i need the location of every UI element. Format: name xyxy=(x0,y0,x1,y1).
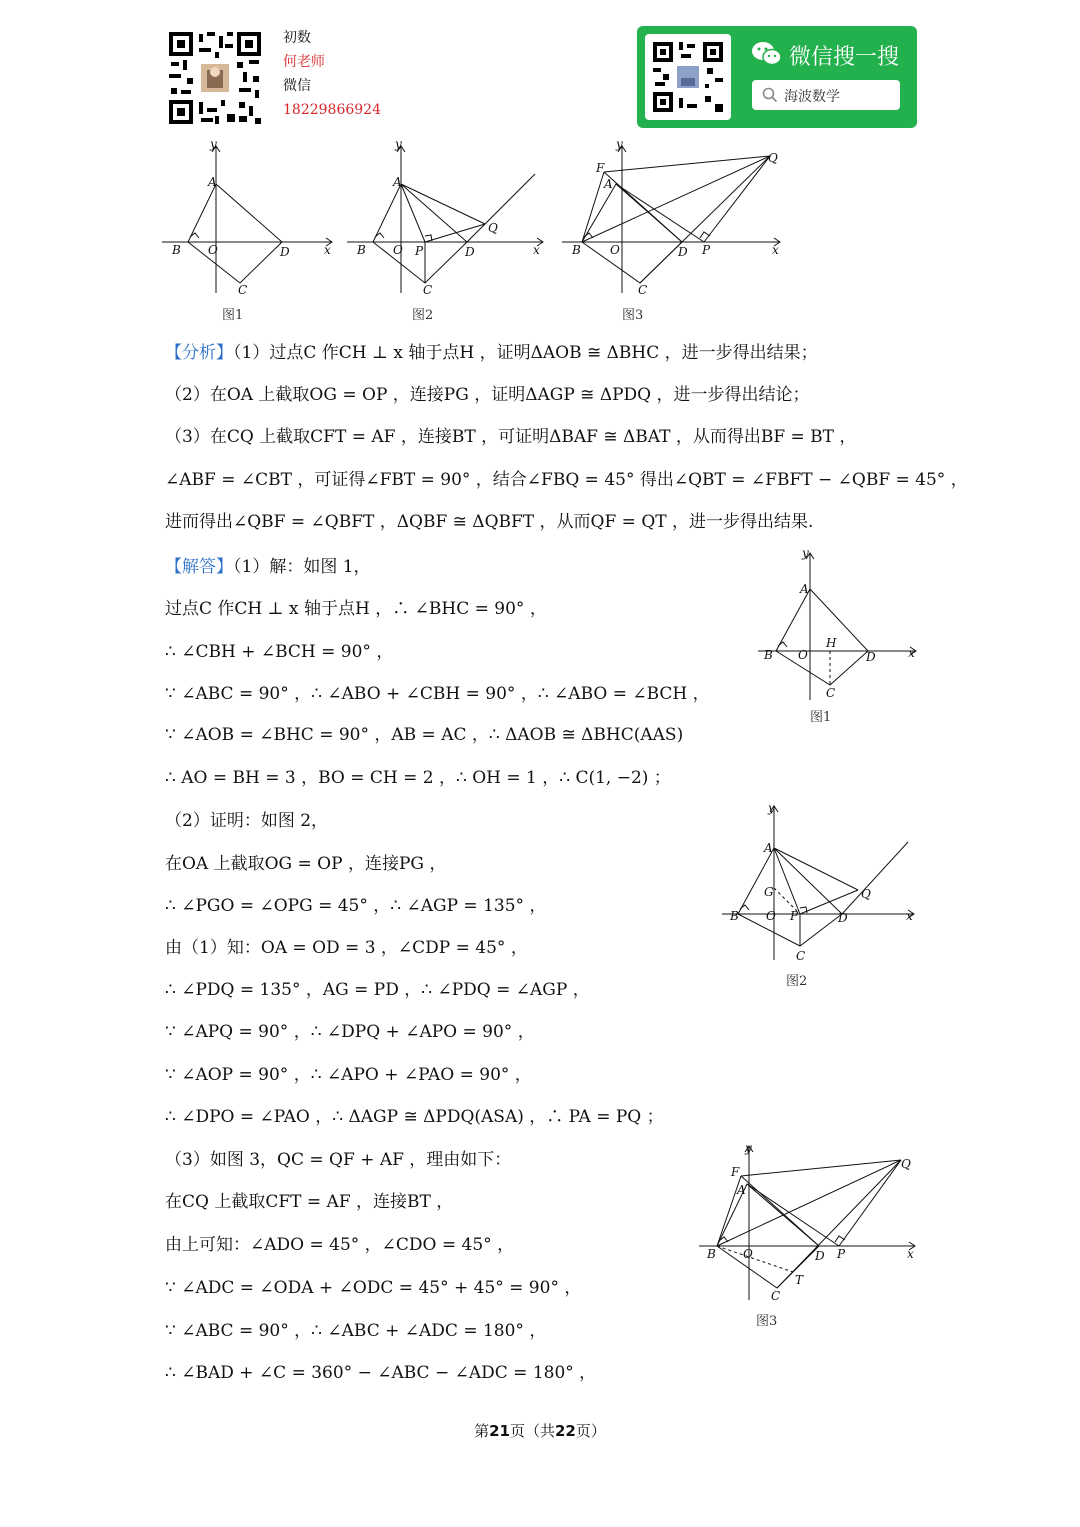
svg-text:T: T xyxy=(795,1273,804,1287)
answer-line-6: ∴ AO = BH = 3 ，BO = CH = 2 ，∴ OH = 1 ，∴ C(1, −2) ； xyxy=(165,768,671,788)
svg-text:C: C xyxy=(238,283,248,297)
answer-figure-3 xyxy=(695,1140,920,1305)
svg-text:A: A xyxy=(393,175,402,189)
contact-line1: 初数 xyxy=(283,30,311,46)
footer-pre: 第 xyxy=(474,1422,490,1440)
svg-text:y: y xyxy=(768,801,775,815)
svg-text:A: A xyxy=(737,1183,746,1197)
page-footer xyxy=(0,1420,1080,1441)
svg-text:y: y xyxy=(745,1141,752,1155)
figure-2 xyxy=(345,138,545,298)
contact-info xyxy=(283,26,381,122)
svg-text:B: B xyxy=(764,648,773,662)
svg-text:D: D xyxy=(815,1249,825,1263)
svg-text:H: H xyxy=(826,636,837,650)
wechat-search-text: 海波数学 xyxy=(784,89,840,105)
answer-line-17: 由上可知：∠ADO = 45° ，∠CDO = 45° ， xyxy=(165,1235,515,1255)
contact-line3: 微信 xyxy=(283,78,311,94)
answer-line-15: （3）如图 3，QC = QF + AF ，理由如下： xyxy=(165,1150,512,1170)
svg-text:P: P xyxy=(702,243,711,257)
svg-text:D: D xyxy=(866,650,876,664)
answer-line-12: ∵ ∠APQ = 90° ，∴ ∠DPQ + ∠APO = 90° ， xyxy=(165,1022,535,1042)
answer-line-20: ∴ ∠BAD + ∠C = 360° − ∠ABC − ∠ADC = 180° ， xyxy=(165,1363,597,1383)
svg-text:A: A xyxy=(800,582,809,596)
answer-figure-3-caption: 图3 xyxy=(756,1314,778,1329)
analysis-line-2: （2）在OA 上截取OG = OP ，连接PG ，证明ΔAGP ≅ ΔPDQ ，进一步得出结论； xyxy=(165,385,810,405)
svg-text:A: A xyxy=(604,177,613,191)
figure-1-caption: 图1 xyxy=(222,308,244,323)
answer-line-14: ∴ ∠DPO = ∠PAO ，∴ ΔAGP ≅ ΔPDQ(ASA) ，∴ PA = PQ ； xyxy=(165,1107,664,1127)
svg-text:Q: Q xyxy=(901,1157,911,1171)
svg-text:C: C xyxy=(771,1289,781,1303)
answer-text-1: （1）解：如图 1， xyxy=(233,557,371,577)
svg-text:x: x xyxy=(908,646,915,660)
svg-text:D: D xyxy=(838,911,848,925)
answer-figure-2-caption: 图2 xyxy=(786,974,808,989)
svg-text:C: C xyxy=(826,686,836,700)
svg-text:D: D xyxy=(465,245,475,259)
answer-line-9: ∴ ∠PGO = ∠OPG = 45° ，∴ ∠AGP = 135° ， xyxy=(165,896,547,916)
svg-text:O: O xyxy=(798,648,808,662)
contact-phone: 18229866924 xyxy=(283,102,381,118)
figure-3-caption: 图3 xyxy=(622,308,644,323)
svg-text:x: x xyxy=(324,243,331,257)
answer-figure-1 xyxy=(752,545,922,705)
svg-text:A: A xyxy=(208,175,217,189)
svg-text:y: y xyxy=(210,138,217,151)
answer-figure-1-caption: 图1 xyxy=(810,710,832,725)
wechat-logo-icon xyxy=(751,40,783,72)
svg-text:y: y xyxy=(616,138,623,151)
svg-text:Q: Q xyxy=(488,221,498,235)
footer-mid: 页（共 xyxy=(509,1422,555,1440)
analysis-line-5: 进而得出∠QBF = ∠QBFT ，ΔQBF ≅ ΔQBFT ，从而QF = QT ，进一步得出结果. xyxy=(165,512,814,532)
svg-text:F: F xyxy=(596,161,605,175)
wechat-search-box[interactable] xyxy=(752,80,900,110)
answer-line-4: ∵ ∠ABC = 90° ，∴ ∠ABO + ∠CBH = 90° ，∴ ∠ABO = ∠BCH ， xyxy=(165,684,710,704)
answer-line-10: 由（1）知：OA = OD = 3 ，∠CDP = 45° ， xyxy=(165,938,528,958)
qr-code-right xyxy=(645,34,731,120)
figure-3 xyxy=(560,138,785,298)
figure-2-caption: 图2 xyxy=(412,308,434,323)
svg-text:P: P xyxy=(837,1247,846,1261)
svg-text:P: P xyxy=(415,244,424,258)
answer-line-18: ∵ ∠ADC = ∠ODA + ∠ODC = 45° + 45° = 90° ， xyxy=(165,1278,582,1298)
svg-text:x: x xyxy=(533,243,540,257)
svg-text:A: A xyxy=(764,841,773,855)
svg-text:x: x xyxy=(772,243,779,257)
answer-line-11: ∴ ∠PDQ = 135° ，AG = PD ，∴ ∠PDQ = ∠AGP ， xyxy=(165,980,590,1000)
svg-text:C: C xyxy=(796,949,806,963)
svg-text:O: O xyxy=(766,909,776,923)
answer-line-19: ∵ ∠ABC = 90° ，∴ ∠ABC + ∠ADC = 180° ， xyxy=(165,1321,547,1341)
svg-text:B: B xyxy=(730,909,739,923)
answer-line-1 xyxy=(165,552,371,577)
figure-1 xyxy=(160,138,340,298)
answer-figure-2 xyxy=(718,800,918,965)
analysis-text-1: （1）过点C 作CH ⊥ x 轴于点H ，证明ΔAOB ≅ ΔBHC ，进一步得出结果； xyxy=(233,343,818,363)
svg-text:x: x xyxy=(906,909,913,923)
answer-line-8: 在OA 上截取OG = OP ，连接PG ， xyxy=(165,854,447,874)
svg-text:B: B xyxy=(357,243,366,257)
answer-line-7: （2）证明：如图 2， xyxy=(165,811,329,831)
answer-tag: 【解答】 xyxy=(165,557,233,577)
answer-line-5: ∵ ∠AOB = ∠BHC = 90° ，AB = AC ，∴ ΔAOB ≅ ΔBHC(AAS) xyxy=(165,725,684,745)
svg-text:C: C xyxy=(423,283,433,297)
contact-line2: 何老师 xyxy=(283,54,325,70)
wechat-search-banner[interactable] xyxy=(637,26,917,128)
svg-text:F: F xyxy=(731,1165,740,1179)
footer-post: 页） xyxy=(575,1422,606,1440)
svg-text:D: D xyxy=(678,245,688,259)
total-page-number: 22 xyxy=(555,1422,576,1440)
svg-text:P: P xyxy=(790,909,799,923)
analysis-line-4: ∠ABF = ∠CBT ，可证得∠FBT = 90° ，结合∠FBQ = 45° 得出∠QBT = ∠FBFT − ∠QBF = 45° ， xyxy=(165,470,968,490)
svg-text:B: B xyxy=(172,243,181,257)
svg-text:x: x xyxy=(907,1247,914,1261)
answer-line-16: 在CQ 上截取CFT = AF ，连接BT ， xyxy=(165,1192,454,1212)
svg-text:B: B xyxy=(572,243,581,257)
wechat-search-title: 微信搜一搜 xyxy=(789,45,900,70)
svg-text:y: y xyxy=(395,138,402,151)
analysis-line-3: （3）在CQ 上截取CFT = AF ，连接BT ，可证明ΔBAF ≅ ΔBAT ，从而得出BF = BT ， xyxy=(165,427,857,447)
svg-text:y: y xyxy=(802,546,809,560)
svg-text:C: C xyxy=(638,283,648,297)
answer-line-13: ∵ ∠AOP = 90° ，∴ ∠APO + ∠PAO = 90° ， xyxy=(165,1065,532,1085)
analysis-line-1 xyxy=(165,338,818,363)
answer-line-2: 过点C 作CH ⊥ x 轴于点H ，∴ ∠BHC = 90° ， xyxy=(165,599,547,619)
svg-text:O: O xyxy=(610,243,620,257)
answer-line-3: ∴ ∠CBH + ∠BCH = 90° ， xyxy=(165,642,394,662)
svg-text:G: G xyxy=(764,885,774,899)
analysis-tag: 【分析】 xyxy=(165,343,233,363)
svg-text:Q: Q xyxy=(768,151,778,165)
svg-text:O: O xyxy=(208,243,218,257)
search-icon xyxy=(762,87,778,103)
svg-text:Q: Q xyxy=(861,887,871,901)
svg-text:O: O xyxy=(393,243,403,257)
qr-code-left xyxy=(167,30,263,126)
svg-text:B: B xyxy=(707,1247,716,1261)
svg-text:D: D xyxy=(280,245,290,259)
svg-text:O: O xyxy=(743,1247,753,1261)
current-page-number: 21 xyxy=(489,1422,510,1440)
